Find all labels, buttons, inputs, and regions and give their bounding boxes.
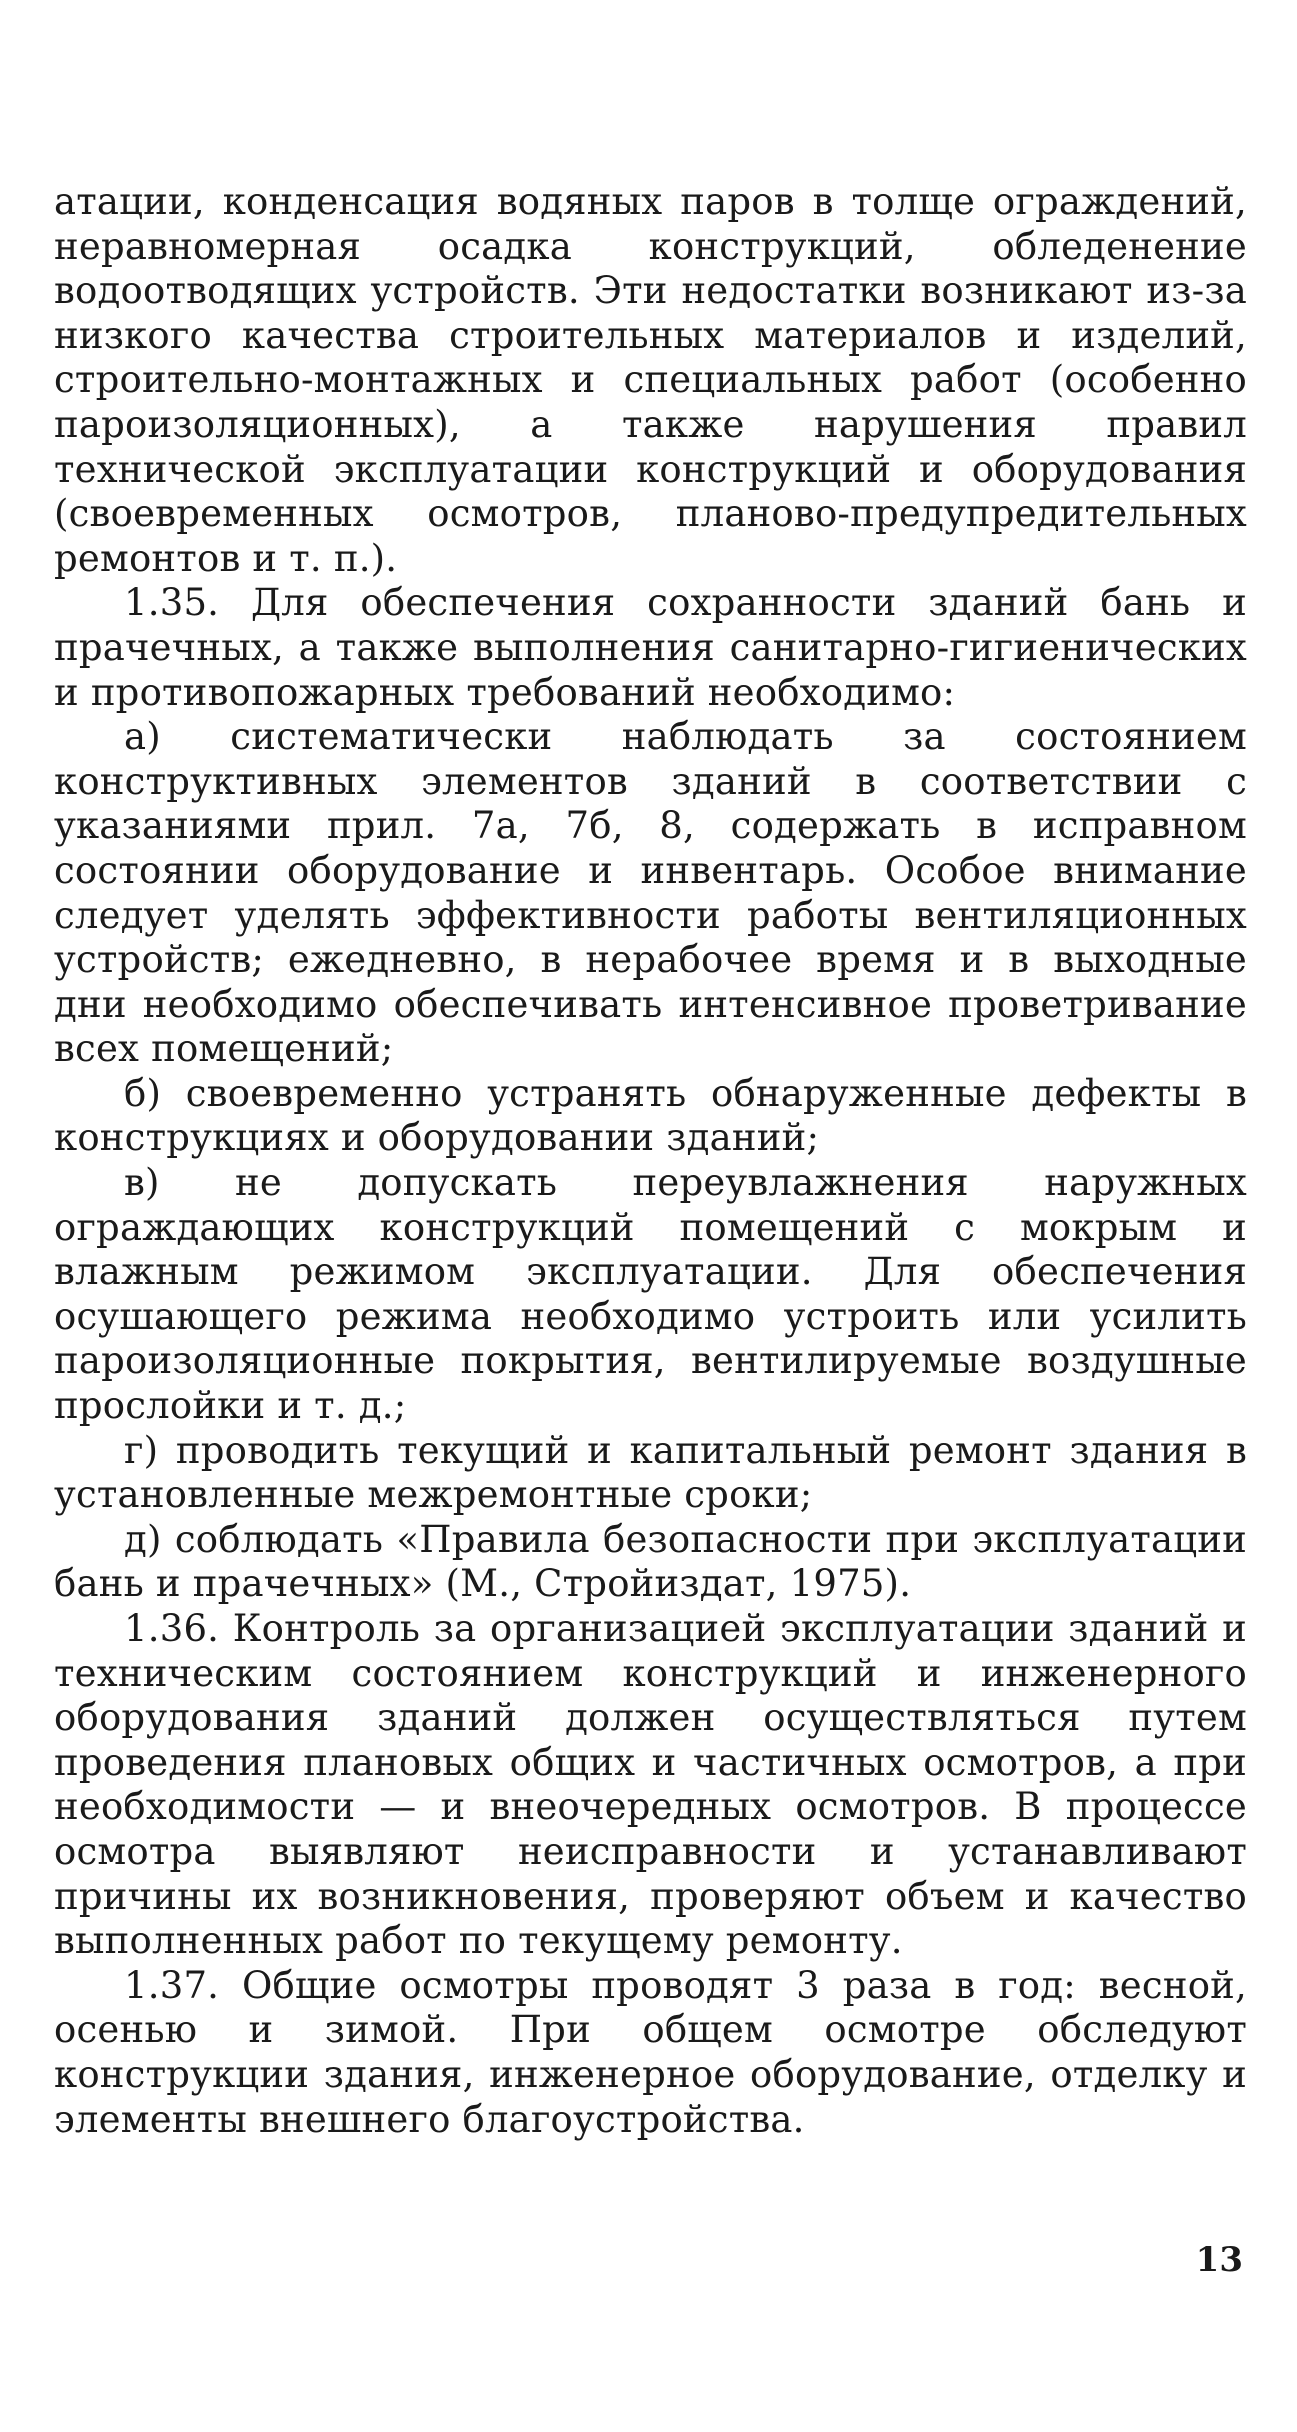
list-item-a: а) систематически наблюдать за состоянием конструктивных элементов зданий в соответствии с указаниями прил. 7а, 7б, 8, содержать в исправном состоянии оборудование и инвентарь. Особое внимание следует уделять эффективности работы вентиляционных устройств; ежедневно, в нерабочее время и в выходные дни необходимо обеспечивать интенсивное проветривание всех помещений; [54, 715, 1247, 1071]
list-item-b: б) своевременно устранять обнаруженные дефекты в конструкциях и оборудовании зданий; [54, 1071, 1247, 1160]
list-item-g: г) проводить текущий и капитальный ремонт здания в установленные межремонтные сроки; [54, 1428, 1247, 1517]
list-item-d: д) соблюдать «Правила безопасности при эксплуатации бань и прачечных» (М., Стройиздат, 1975). [54, 1517, 1247, 1606]
paragraph-continuation: атации, конденсация водяных паров в толще ограждений, неравномерная осадка конструкций, обледенение водоотводящих устройств. Эти недостатки возникают из-за низкого качества строительных материалов и изделий, строительно-монтажных и специальных работ (особенно пароизоляционных), а также нарушения правил технической эксплуатации конструкций и оборудования (своевременных осмотров, планово-предупредительных ремонтов и т. п.). [54, 180, 1247, 580]
document-page [54, 180, 1247, 2142]
list-item-v: в) не допускать переувлажнения наружных ограждающих конструкций помещений с мокрым и влажным режимом эксплуатации. Для обеспечения осушающего режима необходимо устроить или усилить пароизоляционные покрытия, вентилируемые воздушные прослойки и т. д.; [54, 1161, 1247, 1428]
paragraph-1-35: 1.35. Для обеспечения сохранности зданий бань и прачечных, а также выполнения санитарно-гигиенических и противопожарных требований необходимо: [54, 581, 1247, 714]
paragraph-1-37: 1.37. Общие осмотры проводят 3 раза в год: весной, осенью и зимой. При общем осмотре обследуют конструкции здания, инженерное оборудование, отделку и элементы внешнего благоустройства. [54, 1963, 1247, 2141]
page-number: 13 [1195, 2240, 1243, 2280]
paragraph-1-36: 1.36. Контроль за организацией эксплуатации зданий и техническим состоянием конструкций и инженерного оборудования зданий должен осуществляться путем проведения плановых общих и частичных осмотров, а при необходимости — и внеочередных осмотров. В процессе осмотра выявляют неисправности и устанавливают причины их возникновения, проверяют объем и качество выполненных работ по текущему ремонту. [54, 1607, 1247, 1963]
